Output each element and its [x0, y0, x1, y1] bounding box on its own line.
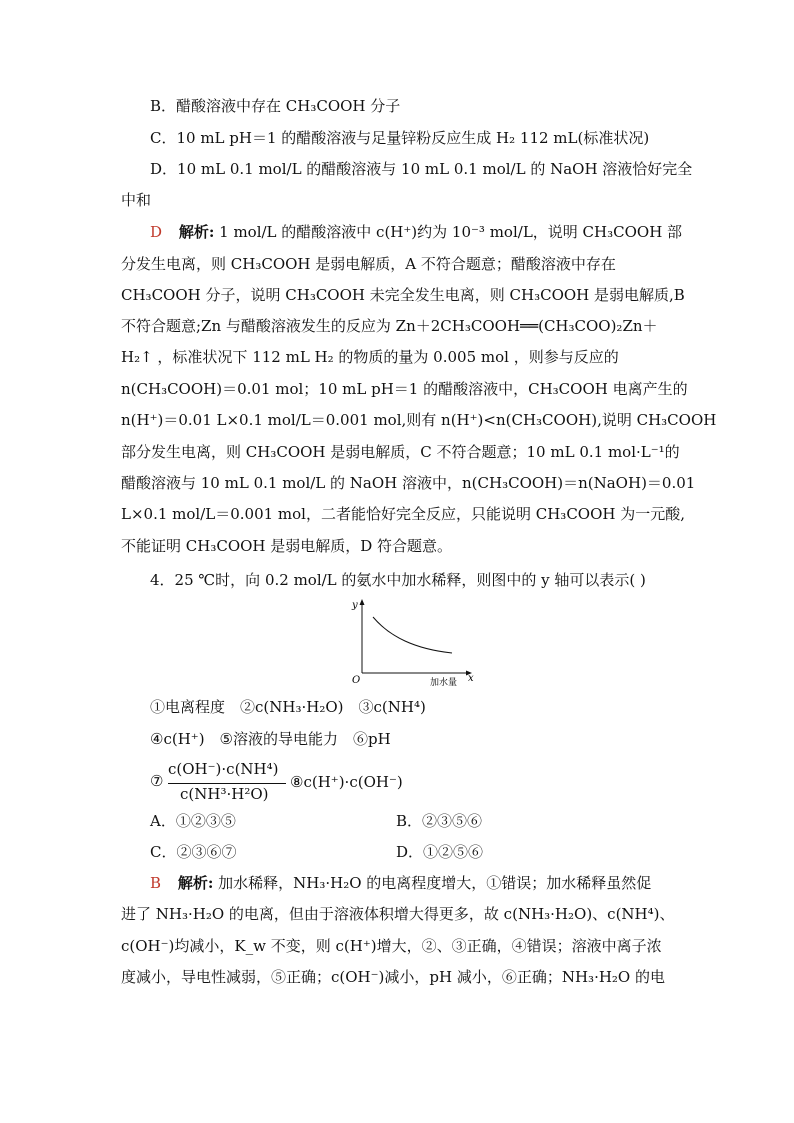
analysis-1-line-9: 醋酸溶液与 10 mL 0.1 mol/L 的 NaOH 溶液中，n(CH₃COOH)＝n(NaOH)＝0.01: [121, 474, 696, 492]
option-b-q3: B．醋酸溶液中存在 CH₃COOH 分子: [150, 97, 401, 115]
answer-letter-2: B: [150, 874, 162, 892]
items-row-2: ④c(H⁺) ⑤溶液的导电能力 ⑥pH: [150, 730, 391, 748]
analysis-1-line-11: 不能证明 CH₃COOH 是弱电解质，D 符合题意。: [121, 537, 453, 555]
option-c-q3: C．10 mL pH＝1 的醋酸溶液与足量锌粉反应生成 H₂ 112 mL(标准状况): [150, 129, 650, 147]
analysis-2-line-1: [150, 872, 651, 894]
analysis-1-line-2: 分发生电离，则 CH₃COOH 是弱电解质，A 不符合题意；醋酸溶液中存在: [121, 255, 616, 273]
analysis-2-line-2: 进了 NH₃·H₂O 的电离，但由于溶液体积增大得更多，故 c(NH₃·H₂O)、c(NH⁴)、: [121, 905, 675, 923]
analysis-1-line-6: n(CH₃COOH)＝0.01 mol；10 mL pH＝1 的醋酸溶液中，CH₃COOH 电离产生的: [121, 380, 688, 398]
analysis-2-line-3: c(OH⁻)均减小，K_w 不变，则 c(H⁺)增大，②、③正确，④错误；溶液中离子浓: [121, 937, 662, 955]
option-b: B．②③⑤⑥: [396, 812, 483, 830]
analysis-text-1: 1 mol/L 的醋酸溶液中 c(H⁺)约为 10⁻³ mol/L，说明 CH₃COOH 部: [219, 223, 683, 241]
analysis-1-line-1: [150, 221, 682, 243]
analysis-1-line-3: CH₃COOH 分子，说明 CH₃COOH 未完全发生电离，则 CH₃COOH 是弱电解质,B: [121, 286, 685, 304]
dilution-graph: [340, 595, 480, 687]
answer-letter-1: D: [150, 223, 163, 241]
analysis-1-line-7: n(H⁺)＝0.01 L×0.1 mol/L＝0.001 mol,则有 n(H⁺)<n(CH₃COOH),说明 CH₃COOH: [121, 411, 717, 429]
analysis-label-2: 解析:: [177, 874, 214, 892]
question-4-stem: 4．25 ℃时，向 0.2 mol/L 的氨水中加水稀释，则图中的 y 轴可以表示( ): [150, 571, 646, 589]
y-axis-label: y: [352, 600, 358, 611]
origin-label: O: [352, 675, 361, 686]
analysis-text-2: 加水稀释，NH₃·H₂O 的电离程度增大，①错误；加水稀释虽然促: [218, 874, 652, 892]
analysis-1-line-5: H₂↑ ，标准状况下 112 mL H₂ 的物质的量为 0.005 mol ，则参与反应的: [121, 348, 619, 366]
option-d: D．①②⑤⑥: [396, 843, 484, 861]
items-row-1: ①电离程度 ②c(NH₃·H₂O) ③c(NH⁴): [150, 698, 426, 716]
analysis-1-line-10: L×0.1 mol/L＝0.001 mol，二者能恰好完全反应，只能说明 CH₃COOH 为一元酸,: [121, 505, 686, 523]
x-axis-text: 加水量: [430, 678, 458, 687]
analysis-1-line-8: 部分发生电离，则 CH₃COOH 是弱电解质，C 不符合题意；10 mL 0.1 mol·L⁻¹的: [121, 443, 680, 461]
y-axis-arrow: [360, 599, 365, 605]
item-8: ⑧c(H⁺)·c(OH⁻): [290, 773, 403, 791]
analysis-label-1: 解析:: [178, 223, 215, 241]
item-7-prefix: ⑦: [150, 772, 164, 790]
analysis-2-line-4: 度减小，导电性减弱，⑤正确；c(OH⁻)减小，pH 减小，⑥正确；NH₃·H₂O 的电: [121, 968, 666, 986]
option-c: C．②③⑥⑦: [150, 843, 237, 861]
decreasing-curve: [373, 617, 452, 653]
item-7-denominator: c(NH³·H²O): [180, 785, 269, 803]
analysis-1-line-4: 不符合题意;Zn 与醋酸溶液发生的反应为 Zn＋2CH₃COOH══(CH₃COO)₂Zn＋: [121, 317, 658, 335]
option-a: A．①②③⑤: [150, 812, 236, 830]
fraction-bar: [168, 783, 286, 784]
option-d-q3: D．10 mL 0.1 mol/L 的醋酸溶液与 10 mL 0.1 mol/L 的 NaOH 溶液恰好完全: [150, 160, 693, 178]
option-d-q3-cont: 中和: [121, 191, 152, 209]
x-axis-label: x: [468, 673, 474, 684]
item-7-numerator: c(OH⁻)·c(NH⁴): [168, 760, 279, 778]
